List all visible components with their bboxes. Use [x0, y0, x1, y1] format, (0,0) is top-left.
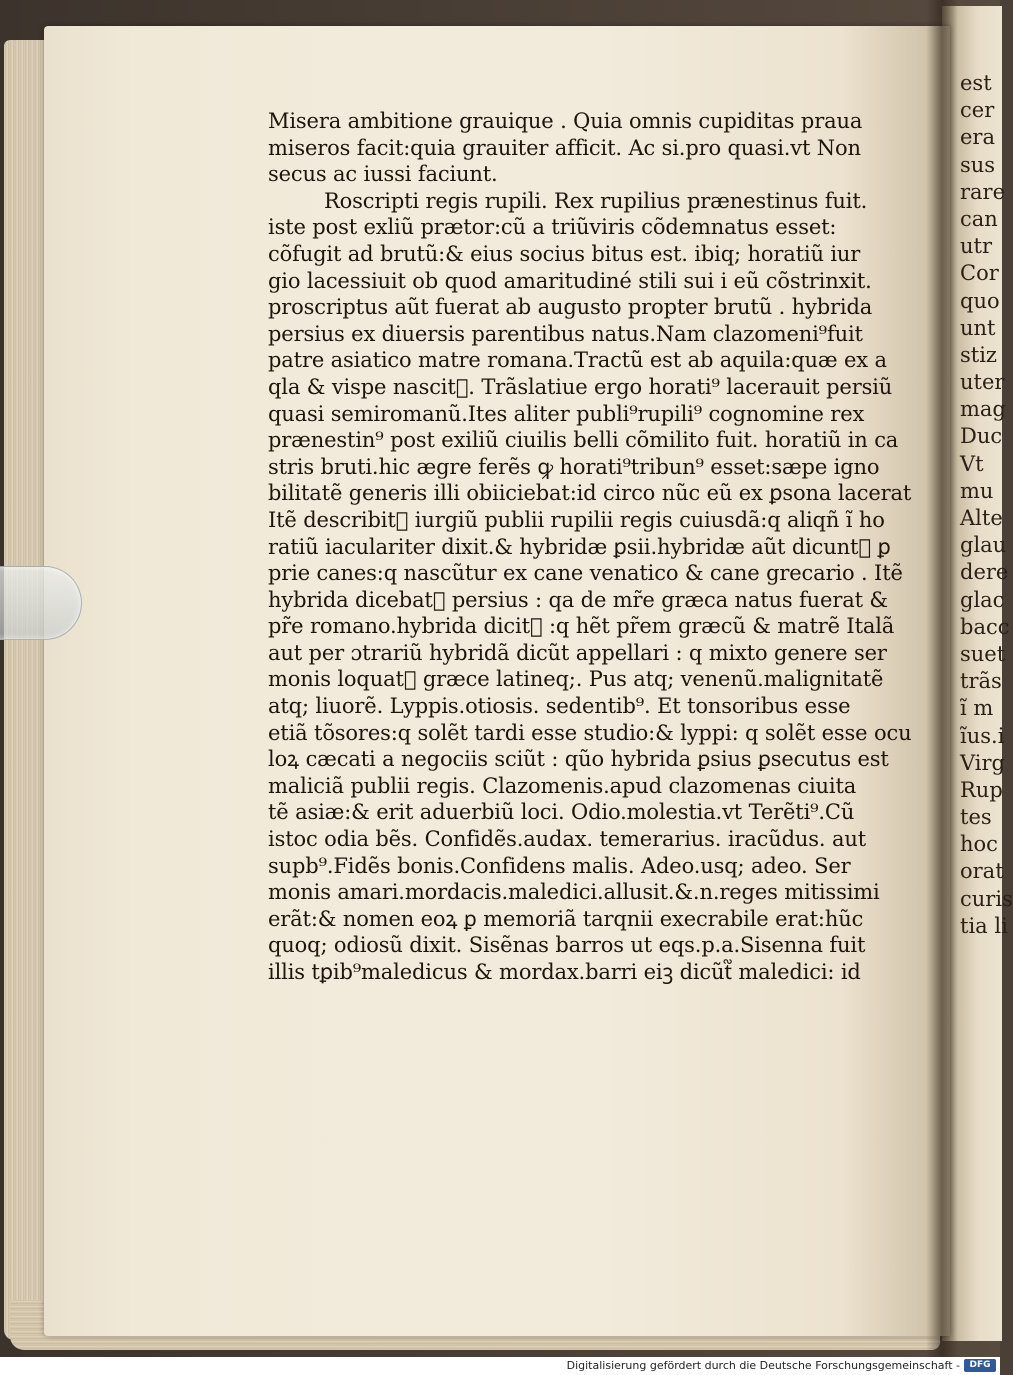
text-line: persius ex diuersis parentibus natus.Nam clazomeni⁹fuit — [268, 321, 863, 346]
facing-text-fragment: glac — [960, 587, 1005, 612]
text-line: supb⁹.Fidẽs bonis.Confidens malis. Adeo.usq; adeo. Ser — [268, 853, 851, 878]
text-line: cõfugit ad brutũ:& eius socius bitus est. ibiq; horatiũ iur — [268, 241, 861, 266]
facing-text-fragment: glau — [960, 533, 1007, 558]
facing-text-fragment: ĩus.i — [960, 723, 1005, 748]
text-line: hybrida dicebat᷑ persius : qa de mr̃e græca natus fuerat & — [268, 587, 888, 612]
page-body-text — [268, 108, 912, 986]
facing-text-fragment: uter — [960, 370, 1005, 395]
text-line: atq; liuorẽ. Lyppis.otiosis. sedentib⁹. Et tonsoribus esse — [268, 694, 851, 719]
text-line: Itẽ describit᷑ iurgiũ publii rupilii regis cuiusdã:q aliqñ ĩ ho — [268, 507, 885, 532]
facing-text-fragment: Rup — [960, 777, 1003, 802]
text-line: quoq; odiosũ dixit. Sisẽnas barros ut eqs.p.a.Sisenna fuit — [268, 933, 866, 958]
text-line: monis amari.mordacis.maledici.allusit.&.n.reges mitissimi — [268, 880, 880, 905]
text-line: prie canes:q nascũtur ex cane venatico & cane grecario . Itẽ — [268, 561, 903, 586]
facing-text-fragment: est — [960, 71, 992, 95]
facing-text-fragment: curis — [960, 886, 1013, 911]
facing-text-fragment: hoc — [960, 832, 998, 857]
text-line: Roscripti regis rupili. Rex rupilius prænestinus fuit. — [324, 188, 868, 213]
facing-text-fragment: can — [960, 206, 998, 231]
facing-text-fragment: suet — [960, 641, 1006, 666]
text-line: bilitatẽ generis illi obiiciebat:id circo nũc eũ ex ꝑsona lacerat — [268, 481, 912, 506]
facing-text-fragment: stiz — [960, 342, 997, 367]
text-line: Misera ambitione grauique . Quia omnis cupiditas praua — [268, 109, 863, 133]
facing-text-fragment: Cor — [960, 261, 999, 286]
text-line: illis tꝑib⁹maledicus & mordax.barri eiꝫ dicũt᷑ maledici: id — [268, 960, 861, 984]
dfg-logo: DFG — [964, 1359, 996, 1372]
facing-text-fragment: dere — [960, 560, 1009, 585]
text-line: pr̃e romano.hybrida dicit᷑ :q hẽt pr̃em græcũ & matrẽ Italã — [268, 614, 895, 639]
text-line: aut per ɔtrariũ hybridã dicũt appellari : q mixto genere ser — [268, 640, 887, 665]
facing-text-fragment: ĩ m — [960, 696, 994, 721]
text-line: stris bruti.hic ægre ferẽs ꝙ horati⁹tribun⁹ esset:sæpe igno — [268, 454, 880, 479]
funding-credit: Digitalisierung gefördert durch die Deutsche Forschungsgemeinschaft - — [566, 1359, 960, 1372]
text-line: istoc odia bẽs. Confidẽs.audax. temerarius. iracũdus. aut — [268, 827, 867, 852]
text-line: patre asiatico matre romana.Tractũ est ab aquila:quæ ex a — [268, 348, 887, 373]
facing-text-fragment: utr — [960, 234, 993, 259]
text-line: secus ac iussi faciunt. — [268, 162, 498, 187]
text-line: qla & vispe nascit᷑. Trãslatiue ergo horati⁹ lacerauit persiũ — [268, 374, 893, 399]
text-line: etiã tõsores:q solẽt tardi esse studio:& lyppi: q solẽt esse ocu — [268, 720, 912, 745]
facing-text-fragment: bacc — [960, 614, 1010, 639]
facing-text-fragment: Vt — [960, 451, 984, 476]
text-line: tẽ asiæ:& erit aduerbiũ loci. Odio.molestia.vt Terẽti⁹.Cũ — [268, 800, 855, 825]
facing-text-fragment: tes — [960, 805, 992, 830]
facing-text-fragment: trãs — [960, 669, 1002, 694]
text-line: loꝝ cæcati a negociis sciũt : qũo hybrida ꝑsius ꝑsecutus est — [268, 747, 889, 772]
facing-text-fragment: mu — [960, 478, 994, 503]
text-line: gio lacessiuit ob quod amaritudiné stili sui i eũ cõstrinxit. — [268, 268, 872, 293]
facing-text-fragment: rare — [960, 179, 1006, 204]
text-line: miseros facit:quia grauiter afficit. Ac si.pro quasi.vt Non — [268, 135, 861, 160]
text-line: prænestin⁹ post exiliũ ciuilis belli cõmilito fuit. horatiũ in ca — [268, 428, 899, 453]
book-gutter — [926, 0, 958, 1357]
footer-bar — [0, 1357, 1000, 1375]
facing-text-fragment: Virg — [960, 750, 1005, 775]
facing-text-fragment: Alte — [960, 506, 1003, 530]
book-clip — [0, 566, 82, 640]
text-line: quasi semiromanũ.Ites aliter publi⁹rupili⁹ cognomine rex — [268, 401, 865, 426]
facing-text-fragment: cer — [960, 98, 995, 123]
text-line: iste post exliũ prætor:cũ a triũviris cõdemnatus esset: — [268, 215, 837, 240]
facing-text-fragment: Duc — [960, 424, 1003, 449]
text-line: erãt:& nomen eoꝝ ꝑ memoriã tarqnii execrabile erat:hũc — [268, 906, 864, 931]
facing-text-fragment: unt — [960, 315, 996, 340]
facing-page-text — [960, 70, 1013, 940]
facing-text-fragment: era — [960, 125, 995, 150]
facing-text-fragment: sus — [960, 152, 996, 177]
page-edges-left — [4, 40, 44, 1340]
facing-text-fragment: orat — [960, 859, 1004, 884]
facing-text-fragment: quo — [960, 288, 1000, 313]
facing-text-fragment: mag — [960, 397, 1006, 422]
text-line: ratiũ iaculariter dixit.& hybridæ ꝑsii.hybridæ aũt dicunt᷑ ꝑ — [268, 534, 891, 559]
text-line: monis loquat᷑ græce latineq;. Pus atq; venenũ.malignitatẽ — [268, 667, 884, 692]
text-line: proscriptus aũt fuerat ab augusto propter brutũ . hybrida — [268, 295, 873, 320]
facing-text-fragment: tia li — [960, 913, 1008, 938]
text-line: maliciã publii regis. Clazomenis.apud clazomenas ciuita — [268, 773, 857, 798]
